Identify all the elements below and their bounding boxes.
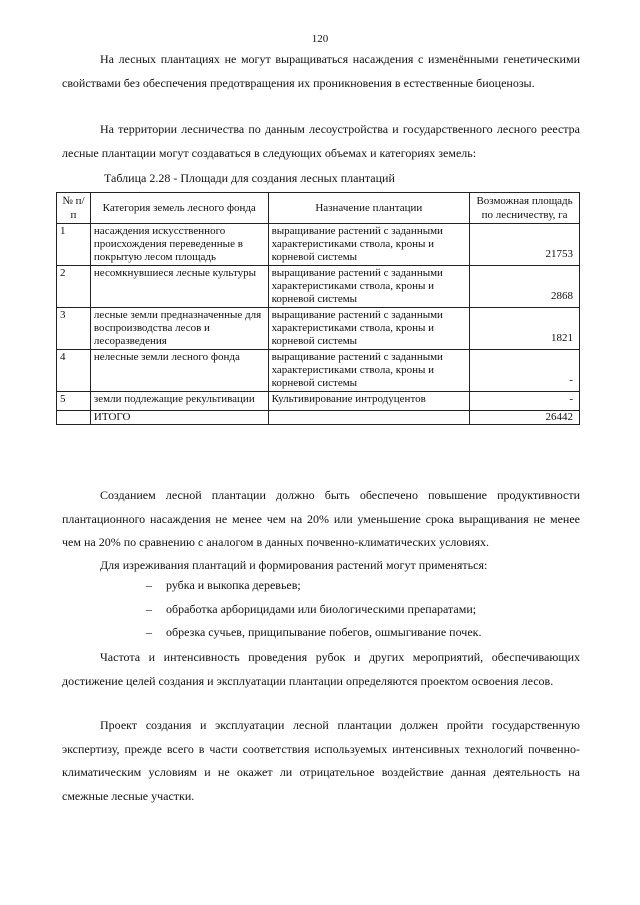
row-category: несомкнувшиеся лесные культуры <box>90 266 268 308</box>
row-number: 1 <box>57 224 91 266</box>
row-area: - <box>470 392 580 411</box>
table-row <box>57 224 580 266</box>
paragraph-plantation-volumes: На территории лесничества по данным лесоустройства и государственного лесного реестра лесные плантации могут создаваться в следующих объемах и категориях земель: <box>62 122 580 160</box>
row-area: - <box>470 350 580 392</box>
row-purpose: выращивание растений с заданными характеристиками ствола, кроны и корневой системы <box>268 266 470 308</box>
page-number: 120 <box>311 33 329 45</box>
list-item-text: обработка арборицидами или биологическими препаратами; <box>166 601 477 616</box>
row-purpose: выращивание растений с заданными характеристиками ствола, кроны и корневой системы <box>268 224 470 266</box>
total-empty-cell <box>57 411 91 425</box>
thinning-methods-list <box>140 574 580 645</box>
paragraph-gmo-restriction: На лесных плантациях не могут выращиваться насаждения с изменёнными генетическими свойствами без обеспечения предотвращения их проникновения в естественные биоценозы. <box>62 52 580 90</box>
paragraph-productivity: Созданием лесной плантации должно быть обеспечено повышение продуктивности плантационного насаждения не менее чем на 20% или уменьшение срока выращивания не менее чем на 20% по сравнению с аналогом в данных почвенно-климатических условиях. <box>62 488 580 549</box>
total-label: ИТОГО <box>90 411 268 425</box>
paragraph-expertise: Проект создания и эксплуатации лесной плантации должен пройти государственную экспертизу, прежде всего в части соответствия используемых интенсивных технологий почвенно-климатическим условиям и не окажет ли отрицательное воздействие данная деятельность на смежные лесные участки. <box>62 718 580 803</box>
table-caption: Таблица 2.28 - Площади для создания лесных плантаций <box>104 171 395 185</box>
list-item <box>140 598 580 622</box>
table-header-row <box>57 193 580 224</box>
row-category: насаждения искусственного происхождения переведенные в покрытую лесом площадь <box>90 224 268 266</box>
row-number: 3 <box>57 308 91 350</box>
list-item <box>140 621 580 645</box>
dash-marker: – <box>146 601 152 616</box>
paragraph-thinning-intro: Для изреживания плантаций и формирования растений могут применяться: <box>100 558 488 572</box>
dash-marker: – <box>146 578 152 592</box>
row-purpose: Культивирование интродуцентов <box>268 392 470 411</box>
row-purpose: выращивание растений с заданными характеристиками ствола, кроны и корневой системы <box>268 350 470 392</box>
table-row <box>57 266 580 308</box>
list-item-text: обрезка сучьев, прищипывание побегов, ошмыгивание почек. <box>166 625 482 639</box>
header-purpose: Назначение плантации <box>268 193 470 224</box>
total-area: 26442 <box>470 411 580 425</box>
header-category: Категория земель лесного фонда <box>90 193 268 224</box>
list-item-text: рубка и выкопка деревьев; <box>166 578 301 592</box>
list-item <box>140 574 580 598</box>
row-number: 5 <box>57 392 91 411</box>
row-area: 21753 <box>470 224 580 266</box>
paragraph-frequency: Частота и интенсивность проведения рубок и других мероприятий, обеспечивающих достижение целей создания и эксплуатации плантации определяются проектом освоения лесов. <box>62 650 580 688</box>
table-row <box>57 350 580 392</box>
row-category: лесные земли предназначенные для воспроизводства лесов и лесоразведения <box>90 308 268 350</box>
table-row <box>57 392 580 411</box>
row-category: нелесные земли лесного фонда <box>90 350 268 392</box>
row-category: земли подлежащие рекультивации <box>90 392 268 411</box>
header-area: Возможная площадь по лесничеству, га <box>470 193 580 224</box>
dash-marker: – <box>146 625 152 639</box>
row-area: 1821 <box>470 308 580 350</box>
table-total-row <box>57 411 580 425</box>
table-row <box>57 308 580 350</box>
row-number: 4 <box>57 350 91 392</box>
plantation-areas-table <box>56 192 580 425</box>
row-area: 2868 <box>470 266 580 308</box>
row-number: 2 <box>57 266 91 308</box>
total-empty-cell <box>268 411 470 425</box>
header-number: № п/п <box>57 193 91 224</box>
row-purpose: выращивание растений с заданными характеристиками ствола, кроны и корневой системы <box>268 308 470 350</box>
